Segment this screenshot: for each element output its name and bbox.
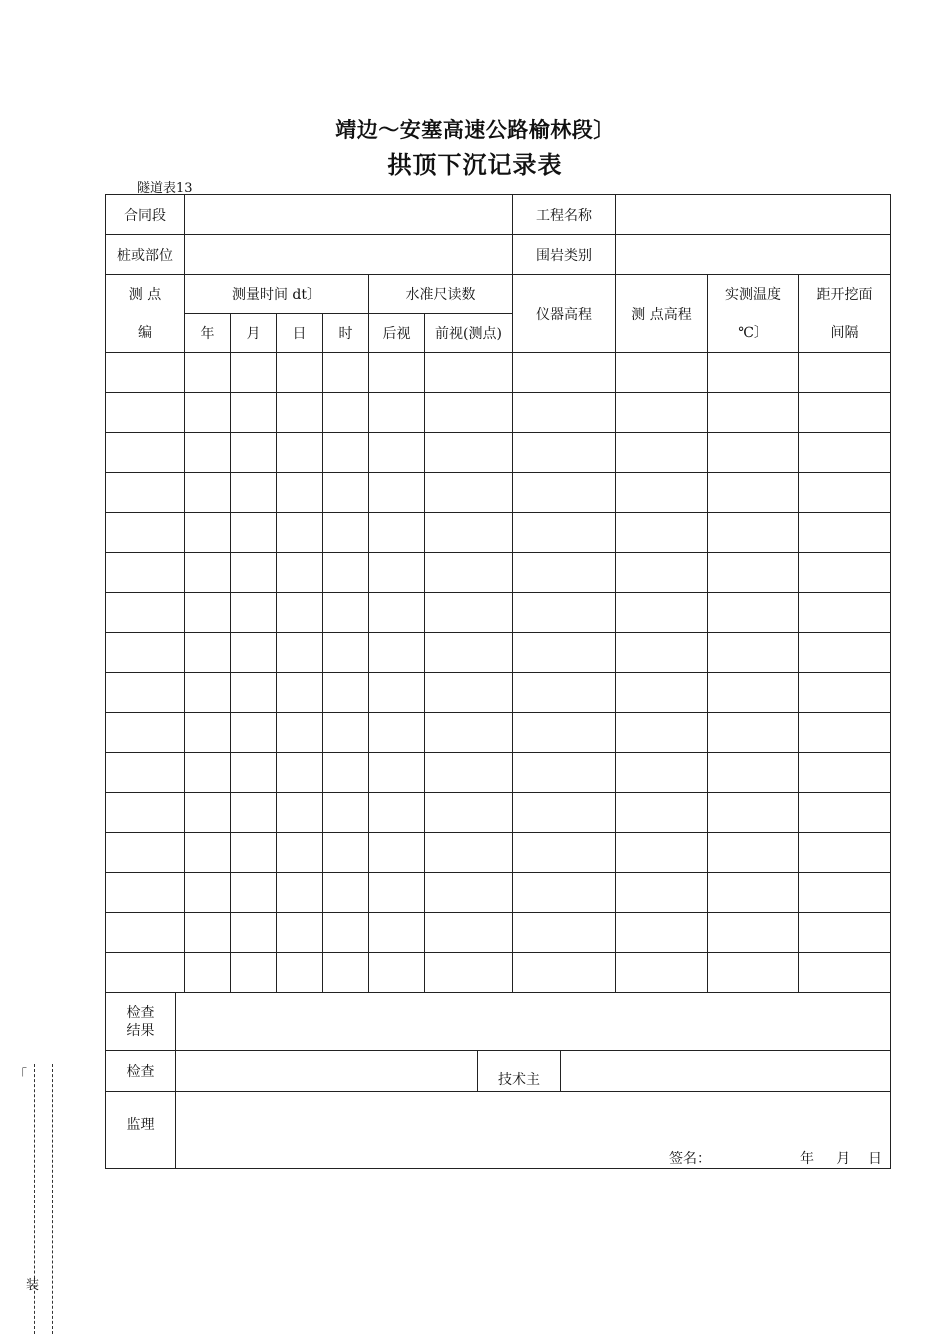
- data-cell[interactable]: [231, 673, 277, 713]
- year-header: 年: [185, 314, 231, 353]
- data-cell[interactable]: [425, 793, 513, 833]
- data-cell[interactable]: [708, 593, 799, 633]
- data-cell[interactable]: [425, 713, 513, 753]
- data-cell[interactable]: [369, 713, 425, 753]
- project-field[interactable]: [616, 195, 891, 235]
- data-cell[interactable]: [106, 473, 185, 513]
- data-cell[interactable]: [425, 353, 513, 393]
- data-cell[interactable]: [708, 713, 799, 753]
- point-header-top: 测 点: [128, 286, 162, 303]
- data-cell[interactable]: [106, 353, 185, 393]
- project-label: 工程名称: [513, 195, 616, 235]
- data-cell[interactable]: [185, 433, 231, 473]
- data-cell[interactable]: [185, 553, 231, 593]
- data-cell[interactable]: [106, 513, 185, 553]
- data-cell[interactable]: [231, 473, 277, 513]
- data-cell[interactable]: [231, 873, 277, 913]
- data-cell[interactable]: [323, 753, 369, 793]
- data-cell[interactable]: [323, 913, 369, 953]
- data-cell[interactable]: [708, 673, 799, 713]
- data-cell[interactable]: [231, 793, 277, 833]
- point-height-header: 测 点高程: [616, 275, 708, 353]
- data-cell[interactable]: [369, 473, 425, 513]
- data-cell[interactable]: [231, 633, 277, 673]
- data-cell[interactable]: [616, 393, 708, 433]
- data-cell[interactable]: [425, 393, 513, 433]
- data-row: [106, 833, 891, 873]
- data-cell[interactable]: [231, 353, 277, 393]
- temp-header-bottom: ℃〕: [738, 324, 768, 341]
- data-cell[interactable]: [106, 393, 185, 433]
- data-cell[interactable]: [185, 913, 231, 953]
- data-cell[interactable]: [323, 713, 369, 753]
- data-cell[interactable]: [513, 793, 616, 833]
- data-cell[interactable]: [323, 433, 369, 473]
- data-cell[interactable]: [277, 913, 323, 953]
- data-cell[interactable]: [277, 433, 323, 473]
- data-cell[interactable]: [616, 433, 708, 473]
- data-cell[interactable]: [799, 633, 891, 673]
- data-cell[interactable]: [425, 433, 513, 473]
- data-cell[interactable]: [616, 633, 708, 673]
- tech-field[interactable]: [561, 1051, 891, 1092]
- data-cell[interactable]: [106, 633, 185, 673]
- data-cell[interactable]: [106, 433, 185, 473]
- data-cell[interactable]: [708, 473, 799, 513]
- data-cell[interactable]: [231, 393, 277, 433]
- data-cell[interactable]: [185, 513, 231, 553]
- data-cell[interactable]: [513, 753, 616, 793]
- data-row: [106, 353, 891, 393]
- data-cell[interactable]: [708, 433, 799, 473]
- binding-char: 装: [26, 1278, 40, 1293]
- data-cell[interactable]: [425, 913, 513, 953]
- data-cell[interactable]: [616, 833, 708, 873]
- data-cell[interactable]: [323, 393, 369, 433]
- rock-label: 围岩类别: [513, 235, 616, 275]
- data-cell[interactable]: [277, 753, 323, 793]
- data-cell[interactable]: [616, 913, 708, 953]
- data-cell[interactable]: [323, 793, 369, 833]
- data-cell[interactable]: [369, 673, 425, 713]
- backsight-header: 后视: [369, 314, 425, 353]
- rock-field[interactable]: [616, 235, 891, 275]
- binding-line-inner: [34, 1064, 35, 1334]
- data-cell[interactable]: [513, 673, 616, 713]
- station-field[interactable]: [185, 235, 513, 275]
- data-cell[interactable]: [708, 913, 799, 953]
- data-row: [106, 673, 891, 713]
- data-cell[interactable]: [185, 393, 231, 433]
- data-cell[interactable]: [323, 673, 369, 713]
- station-label: 桩或部位: [106, 235, 185, 275]
- tech-label: 技术主: [478, 1051, 561, 1092]
- data-cell[interactable]: [708, 553, 799, 593]
- data-cell[interactable]: [231, 913, 277, 953]
- data-cell[interactable]: [323, 553, 369, 593]
- data-cell[interactable]: [708, 393, 799, 433]
- time-group-header: 测量时间 dt〕: [185, 275, 369, 314]
- distance-header: [799, 275, 891, 353]
- distance-header-top: 距开挖面: [816, 286, 873, 303]
- data-cell[interactable]: [708, 833, 799, 873]
- data-rows: [106, 353, 891, 993]
- data-cell[interactable]: [708, 793, 799, 833]
- data-cell[interactable]: [425, 553, 513, 593]
- data-cell[interactable]: [185, 633, 231, 673]
- data-cell[interactable]: [799, 913, 891, 953]
- data-cell[interactable]: [277, 353, 323, 393]
- data-cell[interactable]: [106, 593, 185, 633]
- data-cell[interactable]: [277, 673, 323, 713]
- footer-table: [105, 992, 891, 1169]
- data-cell[interactable]: [277, 633, 323, 673]
- data-cell[interactable]: [277, 513, 323, 553]
- data-cell[interactable]: [106, 873, 185, 913]
- data-cell[interactable]: [616, 353, 708, 393]
- data-cell[interactable]: [277, 833, 323, 873]
- month-header: 月: [231, 314, 277, 353]
- data-cell[interactable]: [799, 713, 891, 753]
- data-cell[interactable]: [616, 753, 708, 793]
- data-cell[interactable]: [513, 873, 616, 913]
- distance-header-bottom: 间隔: [830, 324, 859, 341]
- data-cell[interactable]: [277, 793, 323, 833]
- data-row: [106, 793, 891, 833]
- point-number-header: [106, 275, 185, 353]
- data-cell[interactable]: [513, 833, 616, 873]
- data-cell[interactable]: [323, 833, 369, 873]
- point-header-bottom: 编: [138, 324, 152, 341]
- data-cell[interactable]: [616, 953, 708, 993]
- data-cell[interactable]: [231, 593, 277, 633]
- signature-line: 签名： 年 月 日: [668, 1151, 883, 1167]
- data-cell[interactable]: [513, 353, 616, 393]
- data-cell[interactable]: [425, 673, 513, 713]
- data-cell[interactable]: [708, 633, 799, 673]
- data-cell[interactable]: [277, 713, 323, 753]
- level-group-header: 水准尺读数: [369, 275, 513, 314]
- data-cell[interactable]: [369, 593, 425, 633]
- temperature-header: [708, 275, 799, 353]
- data-cell[interactable]: [616, 673, 708, 713]
- data-cell[interactable]: [323, 633, 369, 673]
- data-row: [106, 393, 891, 433]
- data-cell[interactable]: [369, 433, 425, 473]
- data-cell[interactable]: [185, 753, 231, 793]
- data-cell[interactable]: [799, 953, 891, 993]
- data-cell[interactable]: [799, 393, 891, 433]
- contract-label: 合同段: [106, 195, 185, 235]
- data-cell[interactable]: [369, 353, 425, 393]
- data-cell[interactable]: [799, 593, 891, 633]
- data-cell[interactable]: [185, 673, 231, 713]
- data-cell[interactable]: [231, 713, 277, 753]
- data-cell[interactable]: [185, 793, 231, 833]
- data-cell[interactable]: [425, 513, 513, 553]
- data-cell[interactable]: [185, 873, 231, 913]
- data-cell[interactable]: [369, 553, 425, 593]
- data-cell[interactable]: [513, 473, 616, 513]
- data-cell[interactable]: [323, 353, 369, 393]
- data-cell[interactable]: [425, 473, 513, 513]
- data-cell[interactable]: [106, 953, 185, 993]
- binding-margin: [8, 1064, 58, 1334]
- data-cell[interactable]: [616, 793, 708, 833]
- data-cell[interactable]: [513, 913, 616, 953]
- data-cell[interactable]: [231, 753, 277, 793]
- data-cell[interactable]: [425, 633, 513, 673]
- day-header: 日: [277, 314, 323, 353]
- data-cell[interactable]: [106, 793, 185, 833]
- data-row: [106, 593, 891, 633]
- data-cell[interactable]: [277, 553, 323, 593]
- data-row: [106, 913, 891, 953]
- data-cell[interactable]: [185, 953, 231, 993]
- document-title: 靖边～安塞高速公路榆林段〕: [335, 118, 615, 142]
- data-cell[interactable]: [231, 433, 277, 473]
- data-cell[interactable]: [513, 553, 616, 593]
- data-cell[interactable]: [277, 473, 323, 513]
- data-cell[interactable]: [513, 953, 616, 993]
- data-cell[interactable]: [799, 553, 891, 593]
- data-cell[interactable]: [277, 873, 323, 913]
- data-cell[interactable]: [708, 873, 799, 913]
- data-cell[interactable]: [425, 593, 513, 633]
- data-cell[interactable]: [277, 593, 323, 633]
- data-cell[interactable]: [616, 593, 708, 633]
- data-cell[interactable]: [425, 953, 513, 993]
- instrument-height-header: 仪器高程: [513, 275, 616, 353]
- result-field[interactable]: [176, 993, 891, 1051]
- data-cell[interactable]: [616, 553, 708, 593]
- data-cell[interactable]: [323, 953, 369, 993]
- check-label: 检查: [106, 1051, 176, 1092]
- data-row: [106, 713, 891, 753]
- data-cell[interactable]: [799, 673, 891, 713]
- data-cell[interactable]: [106, 833, 185, 873]
- data-cell[interactable]: [799, 433, 891, 473]
- supervisor-label: 监理: [106, 1092, 176, 1169]
- data-row: [106, 633, 891, 673]
- data-cell[interactable]: [799, 873, 891, 913]
- data-cell[interactable]: [708, 753, 799, 793]
- data-cell[interactable]: [513, 393, 616, 433]
- data-cell[interactable]: [708, 353, 799, 393]
- data-cell[interactable]: [231, 953, 277, 993]
- data-cell[interactable]: [369, 753, 425, 793]
- form-title: 拱顶下沉记录表: [387, 151, 563, 179]
- data-cell[interactable]: [513, 433, 616, 473]
- data-cell[interactable]: [106, 913, 185, 953]
- data-row: [106, 953, 891, 993]
- data-cell[interactable]: [323, 873, 369, 913]
- data-cell[interactable]: [799, 833, 891, 873]
- data-cell[interactable]: [369, 793, 425, 833]
- data-row: [106, 513, 891, 553]
- data-cell[interactable]: [616, 713, 708, 753]
- data-cell[interactable]: [231, 833, 277, 873]
- data-cell[interactable]: [231, 553, 277, 593]
- data-cell[interactable]: [185, 353, 231, 393]
- data-cell[interactable]: [185, 473, 231, 513]
- data-cell[interactable]: [231, 513, 277, 553]
- data-cell[interactable]: [185, 713, 231, 753]
- data-row: [106, 433, 891, 473]
- data-cell[interactable]: [323, 593, 369, 633]
- data-row: [106, 553, 891, 593]
- data-cell[interactable]: [799, 513, 891, 553]
- supervisor-field[interactable]: [176, 1092, 891, 1169]
- data-cell[interactable]: [708, 953, 799, 993]
- data-cell[interactable]: [799, 473, 891, 513]
- binding-line-outer: [52, 1064, 53, 1334]
- data-cell[interactable]: [369, 913, 425, 953]
- data-cell[interactable]: [323, 513, 369, 553]
- data-cell[interactable]: [513, 513, 616, 553]
- data-cell[interactable]: [369, 633, 425, 673]
- data-cell[interactable]: [277, 393, 323, 433]
- data-cell[interactable]: [616, 473, 708, 513]
- data-row: [106, 753, 891, 793]
- data-cell[interactable]: [799, 353, 891, 393]
- data-cell[interactable]: [616, 513, 708, 553]
- check-field[interactable]: [176, 1051, 478, 1092]
- data-cell[interactable]: [513, 633, 616, 673]
- data-cell[interactable]: [106, 753, 185, 793]
- data-cell[interactable]: [277, 953, 323, 993]
- contract-field[interactable]: [185, 195, 513, 235]
- data-cell[interactable]: [185, 593, 231, 633]
- result-label: 检查 结果: [106, 993, 176, 1051]
- data-cell[interactable]: [369, 393, 425, 433]
- data-cell[interactable]: [106, 713, 185, 753]
- data-cell[interactable]: [369, 513, 425, 553]
- data-cell[interactable]: [513, 713, 616, 753]
- form-number: 隧道表13: [137, 181, 193, 196]
- data-cell[interactable]: [323, 473, 369, 513]
- data-row: [106, 873, 891, 913]
- data-cell[interactable]: [708, 513, 799, 553]
- temp-header-top: 实测温度: [725, 286, 782, 303]
- data-cell[interactable]: [799, 753, 891, 793]
- foresight-header: 前视(测点): [425, 314, 513, 353]
- data-cell[interactable]: [106, 673, 185, 713]
- data-cell[interactable]: [106, 553, 185, 593]
- binding-mark: 「: [14, 1068, 28, 1083]
- data-row: [106, 473, 891, 513]
- hour-header: 时: [323, 314, 369, 353]
- data-cell[interactable]: [369, 873, 425, 913]
- data-cell[interactable]: [369, 953, 425, 993]
- data-cell[interactable]: [616, 873, 708, 913]
- data-cell[interactable]: [369, 833, 425, 873]
- data-cell[interactable]: [425, 833, 513, 873]
- data-cell[interactable]: [425, 753, 513, 793]
- data-cell[interactable]: [185, 833, 231, 873]
- data-cell[interactable]: [799, 793, 891, 833]
- data-cell[interactable]: [513, 593, 616, 633]
- record-table: [105, 194, 891, 993]
- data-cell[interactable]: [425, 873, 513, 913]
